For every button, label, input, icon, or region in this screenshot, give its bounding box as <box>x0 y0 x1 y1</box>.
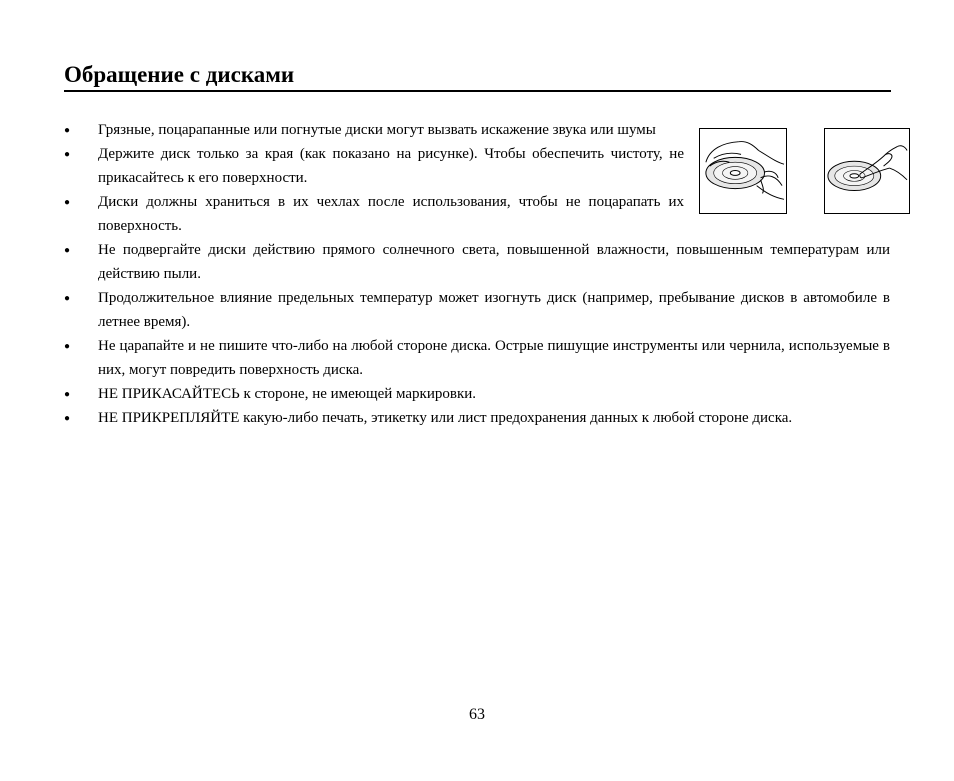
list-item <box>64 238 890 286</box>
bullet-icon: ● <box>64 389 71 400</box>
list-item-text: НЕ ПРИКАСАЙТЕСЬ к стороне, не имеющей маркировки. <box>98 386 477 402</box>
bullet-icon: ● <box>64 149 71 160</box>
list-item <box>64 142 684 190</box>
bullet-icon: ● <box>64 341 71 352</box>
finger-touching-disc-surface-icon <box>824 128 910 214</box>
list-item-text: Диски должны храниться в их чехлах после использования, чтобы не поцарапать их поверхность. <box>98 194 684 234</box>
bullet-icon: ● <box>64 245 71 256</box>
bullet-icon: ● <box>64 293 71 304</box>
hands-holding-disc-by-edges-icon <box>699 128 787 214</box>
title-divider <box>64 90 891 92</box>
list-item <box>64 118 684 142</box>
list-item <box>64 382 890 406</box>
list-item-text: Не царапайте и не пишите что-либо на любой стороне диска. Острые пишущие инструменты или чернила, используемые в них, могут повредить поверхность диска. <box>98 338 890 378</box>
list-item-text: Продолжительное влияние предельных температур может изогнуть диск (например, пребывание дисков в автомобиле в летнее время). <box>98 290 890 330</box>
list-item <box>64 286 890 334</box>
list-item-text: Держите диск только за края (как показано на рисунке). Чтобы обеспечить чистоту, не прикасайтесь к его поверхности. <box>98 146 684 186</box>
list-item <box>64 190 684 238</box>
bullet-icon: ● <box>64 125 71 136</box>
list-item <box>64 334 890 382</box>
list-item-text: Не подвергайте диски действию прямого солнечного света, повышенной влажности, повышенным температурам или действию пыли. <box>98 242 890 282</box>
bullet-icon: ● <box>64 197 71 208</box>
list-item-text: НЕ ПРИКРЕПЛЯЙТЕ какую-либо печать, этикетку или лист предохранения данных к любой стороне диска. <box>98 410 793 426</box>
list-item-text: Грязные, поцарапанные или погнутые диски могут вызвать искажение звука или шумы <box>98 122 656 138</box>
bullet-icon: ● <box>64 413 71 424</box>
list-item <box>64 406 890 430</box>
page-number: 63 <box>469 706 485 723</box>
page-title: Обращение с дисками <box>64 62 295 87</box>
